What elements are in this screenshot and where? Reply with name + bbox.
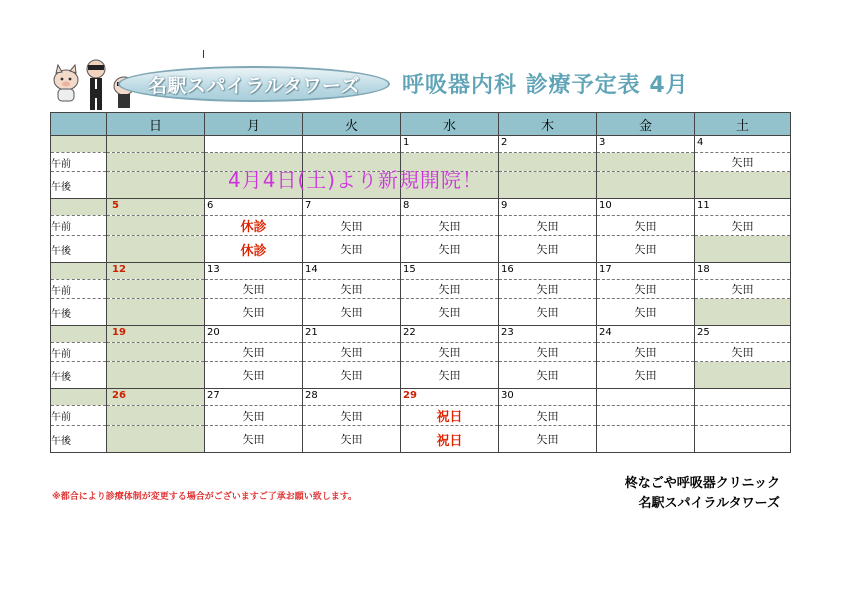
- slot-cell: [695, 406, 791, 426]
- date-number: 13: [207, 264, 220, 275]
- date-cell: [695, 263, 791, 280]
- slot-cell: 矢田: [597, 280, 695, 299]
- date-cell: [107, 199, 205, 216]
- date-number: 8: [403, 200, 410, 211]
- weekday-sat: 土: [695, 113, 791, 136]
- building-badge: [118, 66, 390, 102]
- slot-cell: 矢田: [597, 299, 695, 326]
- date-cell: [401, 326, 499, 343]
- date-number: 29: [403, 390, 417, 401]
- weekday-tue: 火: [303, 113, 401, 136]
- slot-cell: 矢田: [597, 216, 695, 236]
- slot-cell: [107, 426, 205, 453]
- slot-cell: 矢田: [597, 362, 695, 389]
- date-cell: [303, 326, 401, 343]
- am-label: 午前: [51, 153, 107, 172]
- date-number: 12: [112, 264, 126, 275]
- weekday-sun: 日: [107, 113, 205, 136]
- slot-cell: 矢田: [205, 362, 303, 389]
- date-cell: [401, 199, 499, 216]
- date-number: 5: [112, 200, 119, 211]
- date-number: 28: [305, 390, 318, 401]
- building-badge-text: 名駅スパイラルタワーズ: [147, 74, 361, 97]
- slot-cell: 矢田: [499, 406, 597, 426]
- slot-cell: 矢田: [499, 343, 597, 362]
- slot-cell: [695, 299, 791, 326]
- date-cell: [303, 263, 401, 280]
- mascot-center: [87, 60, 105, 110]
- date-cell: [205, 389, 303, 406]
- date-cell: [303, 389, 401, 406]
- slot-cell: 矢田: [597, 236, 695, 263]
- slot-cell: 矢田: [401, 280, 499, 299]
- date-number: 4: [697, 137, 704, 148]
- date-number: 3: [599, 137, 606, 148]
- slot-cell: 矢田: [303, 343, 401, 362]
- pm-label: 午後: [51, 172, 107, 199]
- slot-cell: [695, 172, 791, 199]
- week-5-date-row: [51, 389, 791, 406]
- date-cell: [695, 136, 791, 153]
- am-label: 午前: [51, 406, 107, 426]
- date-cell: [499, 389, 597, 406]
- week-4-pm-row: [51, 362, 791, 389]
- slot-cell: [107, 343, 205, 362]
- date-number: 14: [305, 264, 318, 275]
- slot-cell: [107, 172, 205, 199]
- slot-cell: 矢田: [695, 343, 791, 362]
- slot-cell: 矢田: [499, 426, 597, 453]
- slot-cell: [107, 216, 205, 236]
- date-number: 6: [207, 200, 214, 211]
- schedule-change-note: ※都合により診療体制が変更する場合がございますご了承お願い致します。: [52, 492, 358, 502]
- date-cell: [401, 136, 499, 153]
- slot-cell: 矢田: [695, 216, 791, 236]
- week-4-am-row: [51, 343, 791, 362]
- clinic-name: 柊なごや呼吸器クリニック: [624, 476, 780, 491]
- slot-cell: 矢田: [695, 153, 791, 172]
- week-2-pm-row: [51, 236, 791, 263]
- slot-cell: 矢田: [303, 236, 401, 263]
- slot-cell: 矢田: [205, 426, 303, 453]
- slot-cell: 矢田: [303, 426, 401, 453]
- slot-cell: 矢田: [401, 216, 499, 236]
- date-number: 26: [112, 390, 126, 401]
- date-number: 24: [599, 327, 612, 338]
- mascot-left: [54, 65, 78, 101]
- date-cell: [205, 199, 303, 216]
- date-number: 23: [501, 327, 514, 338]
- date-cell: [303, 199, 401, 216]
- slot-cell: [597, 406, 695, 426]
- slot-cell: 祝日: [401, 406, 499, 426]
- date-number: 2: [501, 137, 508, 148]
- slot-cell: 矢田: [499, 236, 597, 263]
- date-number: 17: [599, 264, 612, 275]
- slot-cell: 休診: [205, 236, 303, 263]
- corner-cell: [51, 113, 107, 136]
- date-cell: [597, 389, 695, 406]
- pm-label: 午後: [51, 426, 107, 453]
- weekday-thu: 木: [499, 113, 597, 136]
- page-title: 呼吸器内科 診療予定表 4月: [402, 73, 689, 98]
- slot-cell: 矢田: [303, 406, 401, 426]
- slot-cell: 休診: [205, 216, 303, 236]
- slot-cell: [107, 153, 205, 172]
- slot-cell: 矢田: [695, 280, 791, 299]
- slot-cell: 矢田: [597, 343, 695, 362]
- date-number: 9: [501, 200, 508, 211]
- week-2-date-row: [51, 199, 791, 216]
- label-cell: [51, 263, 107, 280]
- date-number: 18: [697, 264, 710, 275]
- date-number: 21: [305, 327, 318, 338]
- date-number: 22: [403, 327, 416, 338]
- date-cell: [597, 136, 695, 153]
- slot-cell: 矢田: [303, 216, 401, 236]
- date-cell: [401, 389, 499, 406]
- date-cell: [499, 136, 597, 153]
- week-3-am-row: [51, 280, 791, 299]
- am-label: 午前: [51, 216, 107, 236]
- date-number: 15: [403, 264, 416, 275]
- date-number: 7: [305, 200, 312, 211]
- pm-label: 午後: [51, 299, 107, 326]
- date-cell: [205, 326, 303, 343]
- pm-label: 午後: [51, 362, 107, 389]
- slot-cell: 矢田: [205, 406, 303, 426]
- slot-cell: 祝日: [401, 426, 499, 453]
- date-number: 16: [501, 264, 514, 275]
- date-cell: [499, 199, 597, 216]
- week-4-date-row: [51, 326, 791, 343]
- date-cell: [695, 389, 791, 406]
- weekday-fri: 金: [597, 113, 695, 136]
- slot-cell: 矢田: [205, 299, 303, 326]
- date-cell: [695, 326, 791, 343]
- slot-cell: [499, 153, 597, 172]
- week-2-am-row: [51, 216, 791, 236]
- date-number: 19: [112, 327, 126, 338]
- clinic-info: [588, 474, 780, 514]
- slot-cell: [107, 236, 205, 263]
- slot-cell: 矢田: [401, 236, 499, 263]
- slot-cell: [499, 172, 597, 199]
- slot-cell: [597, 426, 695, 453]
- slot-cell: 矢田: [499, 362, 597, 389]
- date-cell: [303, 136, 401, 153]
- slot-cell: 矢田: [303, 299, 401, 326]
- opening-announcement: 4月4日(土)より新規開院！: [228, 168, 484, 192]
- weekday-header-row: [51, 113, 791, 136]
- date-cell: [499, 326, 597, 343]
- date-cell: [107, 326, 205, 343]
- week-5-pm-row: [51, 426, 791, 453]
- slot-cell: 矢田: [303, 280, 401, 299]
- date-cell: [107, 136, 205, 153]
- week-5-am-row: [51, 406, 791, 426]
- date-number: 10: [599, 200, 612, 211]
- slot-cell: [107, 299, 205, 326]
- slot-cell: [695, 426, 791, 453]
- slot-cell: [695, 362, 791, 389]
- date-number: 20: [207, 327, 220, 338]
- clinic-location: 名駅スパイラルタワーズ: [638, 496, 780, 511]
- date-cell: [499, 263, 597, 280]
- label-cell: [51, 389, 107, 406]
- week-3-date-row: [51, 263, 791, 280]
- slot-cell: 矢田: [401, 362, 499, 389]
- slot-cell: [107, 280, 205, 299]
- date-number: 27: [207, 390, 220, 401]
- slot-cell: 矢田: [401, 299, 499, 326]
- pm-label: 午後: [51, 236, 107, 263]
- label-cell: [51, 136, 107, 153]
- date-cell: [597, 326, 695, 343]
- date-cell: [205, 263, 303, 280]
- slot-cell: [597, 153, 695, 172]
- slot-cell: 矢田: [499, 280, 597, 299]
- date-number: 25: [697, 327, 710, 338]
- slot-cell: 矢田: [499, 299, 597, 326]
- slot-cell: [597, 172, 695, 199]
- slot-cell: [107, 406, 205, 426]
- date-cell: [401, 263, 499, 280]
- am-label: 午前: [51, 280, 107, 299]
- date-number: 11: [697, 200, 710, 211]
- label-cell: [51, 199, 107, 216]
- weekday-wed: 水: [401, 113, 499, 136]
- date-cell: [205, 136, 303, 153]
- date-cell: [597, 263, 695, 280]
- am-label: 午前: [51, 343, 107, 362]
- date-cell: [107, 263, 205, 280]
- week-3-pm-row: [51, 299, 791, 326]
- crop-mark: [203, 50, 204, 58]
- date-number: 1: [403, 137, 410, 148]
- slot-cell: [107, 362, 205, 389]
- date-cell: [597, 199, 695, 216]
- date-cell: [107, 389, 205, 406]
- date-cell: [695, 199, 791, 216]
- date-number: 30: [501, 390, 514, 401]
- label-cell: [51, 326, 107, 343]
- slot-cell: 矢田: [303, 362, 401, 389]
- slot-cell: 矢田: [401, 343, 499, 362]
- slot-cell: 矢田: [205, 343, 303, 362]
- slot-cell: 矢田: [499, 216, 597, 236]
- weekday-mon: 月: [205, 113, 303, 136]
- slot-cell: 矢田: [205, 280, 303, 299]
- slot-cell: [695, 236, 791, 263]
- week-1-date-row: [51, 136, 791, 153]
